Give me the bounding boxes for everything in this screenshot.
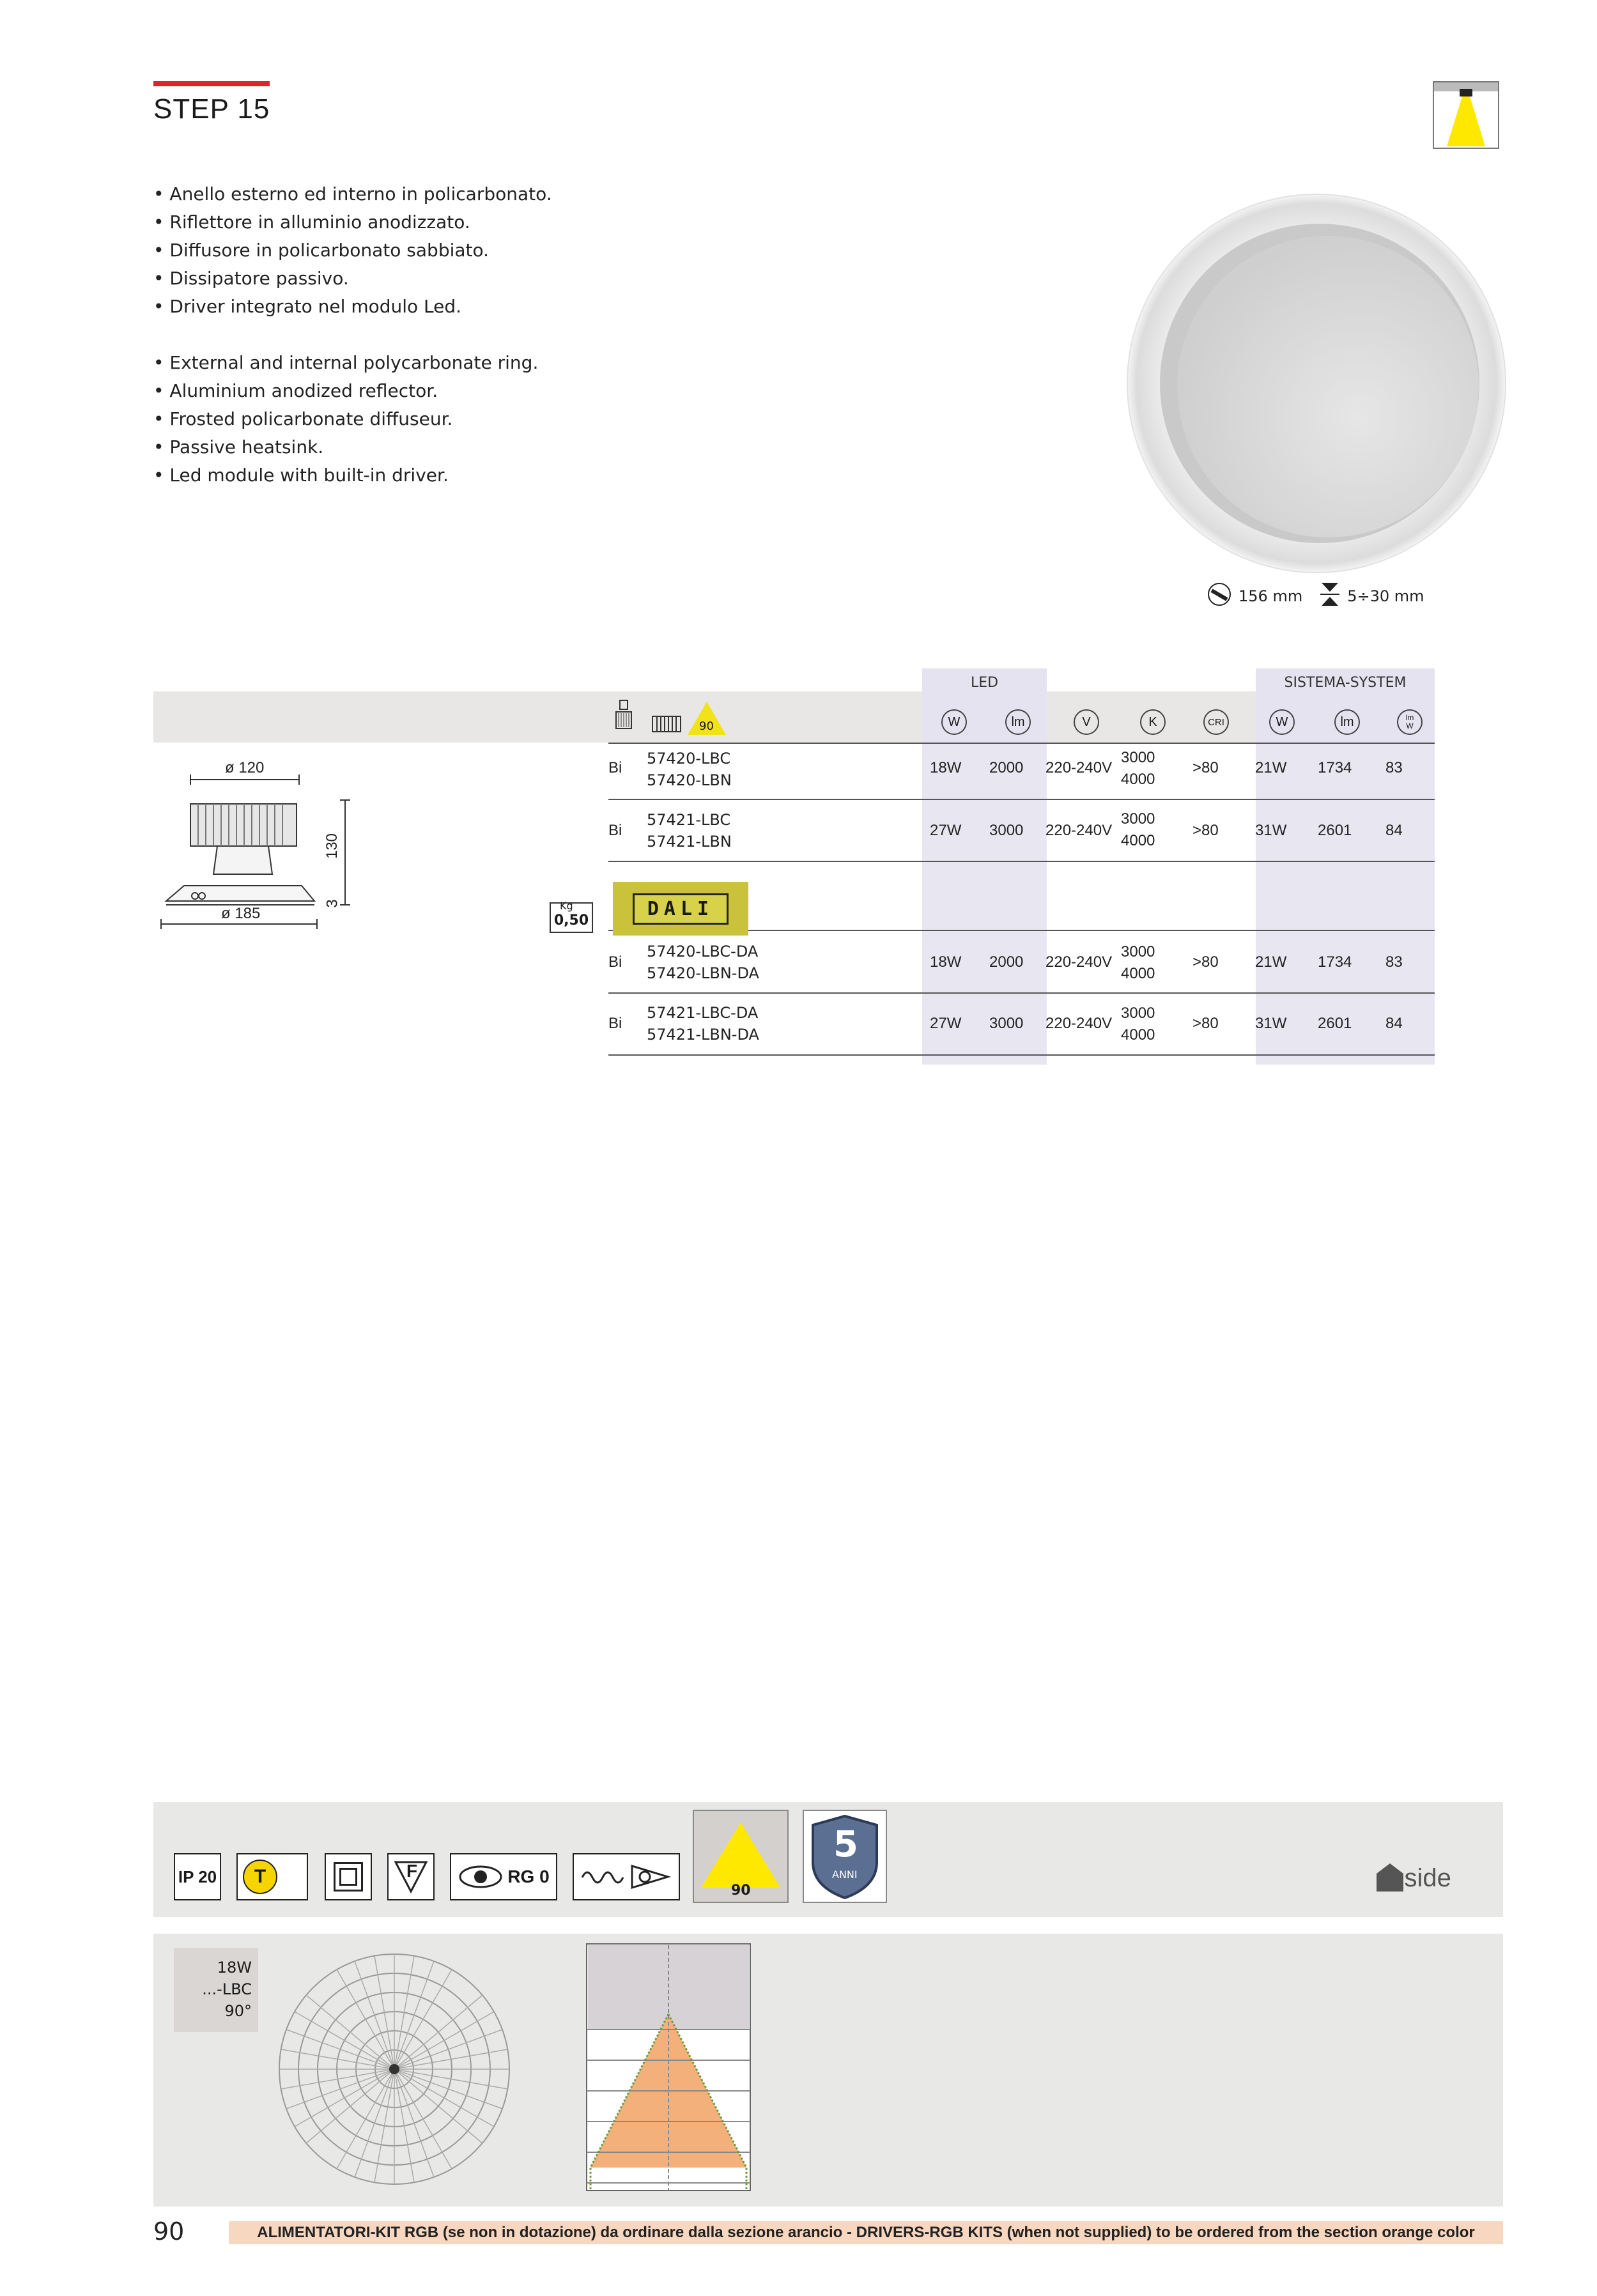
- table-row-1-kelvin-b: 4000: [1121, 771, 1155, 788]
- efficacy-icon-bottom: W: [1406, 721, 1414, 730]
- table-row-2-efficacy: 84: [1385, 822, 1403, 839]
- table-row-4-watt: 27W: [930, 1015, 962, 1032]
- table-row-3-lumen: 2000: [989, 953, 1024, 971]
- cri-icon: [1203, 709, 1229, 735]
- table-row-1-lumen: 2000: [989, 759, 1024, 776]
- cri-icon-label: CRI: [1208, 716, 1224, 728]
- table-row-3-system-watt: 21W: [1255, 953, 1287, 971]
- warranty-years: 5: [833, 1824, 858, 1865]
- table-row-1-system-lumen: 1734: [1318, 759, 1352, 776]
- table-row-4-code-b: 57421-LBN-DA: [647, 1026, 759, 1044]
- table-row-2-watt: 27W: [930, 822, 962, 839]
- f-mark-label: F: [406, 1861, 418, 1881]
- table-row-4-system-lumen: 2601: [1318, 1015, 1352, 1032]
- system-lumen-icon-label: lm: [1340, 714, 1354, 729]
- table-row-4-cri: >80: [1192, 1015, 1219, 1032]
- volt-icon-label: V: [1082, 714, 1091, 729]
- beam-angle-value: 90: [699, 720, 714, 733]
- feature-en-1: • External and internal polycarbonate ring.: [153, 352, 539, 373]
- table-row-2-cri: >80: [1192, 822, 1219, 839]
- double-insulation-icon: [325, 1853, 372, 1900]
- brand-prefix: in: [1382, 1864, 1405, 1892]
- table-row-4-kelvin-b: 4000: [1121, 1026, 1155, 1044]
- table-row-4-lumen: 3000: [989, 1015, 1024, 1032]
- dimmable-icon: [573, 1853, 680, 1900]
- dimensions-row: [1207, 582, 1424, 611]
- table-row-3-voltage: 220-240V: [1045, 953, 1113, 971]
- feature-en-4: • Passive heatsink.: [153, 436, 324, 458]
- table-header-bar: [153, 691, 1435, 743]
- table-divider: [608, 1054, 1435, 1056]
- feature-it-4: • Dissipatore passivo.: [153, 268, 349, 289]
- page-number: 90: [153, 2217, 185, 2246]
- beam-angle-icon: [688, 702, 726, 735]
- table-row-4-code-a: 57421-LBC-DA: [647, 1004, 759, 1022]
- table-row-2-voltage: 220-240V: [1045, 822, 1113, 839]
- warranty-badge: [803, 1810, 887, 1903]
- weight-value: 0,50: [553, 913, 589, 928]
- system-lumen-icon: [1334, 709, 1360, 735]
- table-divider: [608, 861, 1435, 862]
- feature-list: [153, 180, 552, 489]
- table-row-2-lumen: 3000: [989, 822, 1024, 839]
- table-row-2-finish: Bi: [608, 822, 622, 839]
- warranty-unit: ANNI: [832, 1868, 858, 1881]
- table-row-2-code-a: 57421-LBC: [647, 811, 731, 829]
- feature-en-5: • Led module with built-in driver.: [153, 465, 449, 486]
- f-mark-icon: [387, 1853, 435, 1900]
- table-row-1-voltage: 220-240V: [1045, 759, 1113, 776]
- feature-en-3: • Frosted policarbonate diffuseur.: [153, 408, 453, 429]
- watt-icon-label: W: [948, 714, 961, 729]
- table-row-1-kelvin-a: 3000: [1121, 749, 1155, 766]
- cut-out-icon: [1207, 582, 1232, 611]
- table-row-3-kelvin-a: 3000: [1121, 943, 1155, 960]
- table-row-1-efficacy: 83: [1385, 759, 1403, 776]
- feature-en-2: • Aluminium anodized reflector.: [153, 380, 438, 401]
- risk-group-label: RG 0: [507, 1867, 550, 1886]
- table-row-2-kelvin-b: 4000: [1121, 832, 1155, 849]
- drawing-bottom-diameter: ø 185: [221, 905, 261, 922]
- table-row-1-watt: 18W: [930, 759, 962, 776]
- photometry-code: ...-LBC: [202, 1980, 252, 1998]
- title-accent-bar: [153, 81, 270, 86]
- table-divider: [608, 743, 1435, 744]
- weight-unit: Kg: [560, 900, 573, 912]
- brand-logo: [1375, 1861, 1451, 1893]
- dali-badge: [613, 882, 748, 936]
- efficacy-icon-top: lm: [1405, 713, 1414, 722]
- table-row-3-finish: Bi: [608, 953, 622, 971]
- table-row-2-system-watt: 31W: [1255, 822, 1287, 839]
- beam-angle-label: 90: [731, 1883, 751, 1899]
- led-header: LED: [970, 675, 999, 691]
- table-row-1-cri: >80: [1192, 759, 1219, 776]
- feature-it-5: • Driver integrato nel modulo Led.: [153, 296, 462, 317]
- downlight-category-icon: [1433, 81, 1499, 149]
- table-row-4-kelvin-a: 3000: [1121, 1005, 1155, 1022]
- table-row-1-finish: Bi: [608, 759, 622, 776]
- table-row-3-system-lumen: 1734: [1318, 953, 1352, 971]
- table-row-3-code-a: 57420-LBC-DA: [647, 943, 759, 960]
- weight-badge: [550, 902, 593, 933]
- temperature-label: T: [254, 1866, 266, 1887]
- table-row-3-kelvin-b: 4000: [1121, 965, 1155, 982]
- table-divider: [608, 992, 1435, 994]
- table-row-1-code-b: 57420-LBN: [647, 771, 732, 789]
- footer-note: ALIMENTATORI-KIT RGB (se non in dotazione) da ordinare dalla sezione arancio - DRIVERS-RGB KITS (when not supplied) to be ordered from the section orange color: [229, 2221, 1503, 2244]
- table-row-4-system-watt: 31W: [1255, 1015, 1287, 1032]
- lumen-icon-label: lm: [1011, 714, 1025, 729]
- table-row-1-code-a: 57420-LBC: [647, 750, 731, 767]
- table-row-3-watt: 18W: [930, 953, 962, 971]
- feature-it-2: • Riflettore in alluminio anodizzato.: [153, 212, 470, 233]
- table-row-2-code-b: 57421-LBN: [647, 833, 732, 851]
- drawing-top-diameter: ø 120: [225, 759, 265, 776]
- polar-diagram: [263, 1940, 525, 2198]
- table-row-2-system-lumen: 2601: [1318, 822, 1352, 839]
- kelvin-icon: [1140, 709, 1166, 735]
- ip-rating-label: IP 20: [178, 1867, 217, 1886]
- brand-suffix: side: [1404, 1864, 1451, 1892]
- feature-it-1: • Anello esterno ed interno in policarbonato.: [153, 183, 552, 204]
- kelvin-icon-label: K: [1148, 714, 1157, 729]
- table-row-4-finish: Bi: [608, 1015, 622, 1032]
- photometry-power: 18W: [217, 1959, 252, 1976]
- photometry-label: [174, 1948, 258, 2032]
- efficacy-icon: [1397, 709, 1423, 735]
- system-header: SISTEMA-SYSTEM: [1284, 675, 1407, 691]
- table-divider: [608, 799, 1435, 800]
- table-row-2-kelvin-a: 3000: [1121, 810, 1155, 828]
- cut-out-value: 156 mm: [1238, 587, 1303, 605]
- watt-icon: [941, 709, 967, 735]
- table-row-4-efficacy: 84: [1385, 1015, 1403, 1032]
- temperature-badge: [236, 1853, 308, 1900]
- thickness-value: 5÷30 mm: [1347, 587, 1424, 605]
- beam-angle-badge: [693, 1810, 789, 1903]
- table-row-3-efficacy: 83: [1385, 953, 1403, 971]
- page-title: STEP 15: [153, 93, 270, 125]
- feature-it-3: • Diffusore in policarbonato sabbiato.: [153, 240, 490, 261]
- heatsink-icon: [652, 716, 681, 735]
- thickness-icon: [1319, 582, 1341, 611]
- table-row-4-voltage: 220-240V: [1045, 1015, 1113, 1032]
- photometry-beam: 90°: [224, 2002, 252, 2020]
- lumen-icon: [1005, 709, 1031, 735]
- drawing-height: 130: [323, 833, 341, 859]
- volt-icon: [1074, 709, 1099, 735]
- finish-icon: [615, 699, 633, 734]
- temperature-icon: [243, 1860, 277, 1894]
- ip-rating-badge: [174, 1853, 221, 1900]
- table-row-3-cri: >80: [1192, 953, 1219, 971]
- drawing-flange: 3: [323, 899, 341, 908]
- table-row-1-system-watt: 21W: [1255, 759, 1287, 776]
- photobiological-risk-badge: [450, 1853, 557, 1900]
- system-watt-icon-label: W: [1276, 714, 1288, 729]
- table-row-3-code-b: 57420-LBN-DA: [647, 964, 759, 982]
- illuminance-cone-diagram: [542, 1938, 778, 2197]
- dali-label: DALI: [633, 893, 729, 925]
- system-watt-icon: [1269, 709, 1295, 735]
- product-photo: [1125, 192, 1508, 575]
